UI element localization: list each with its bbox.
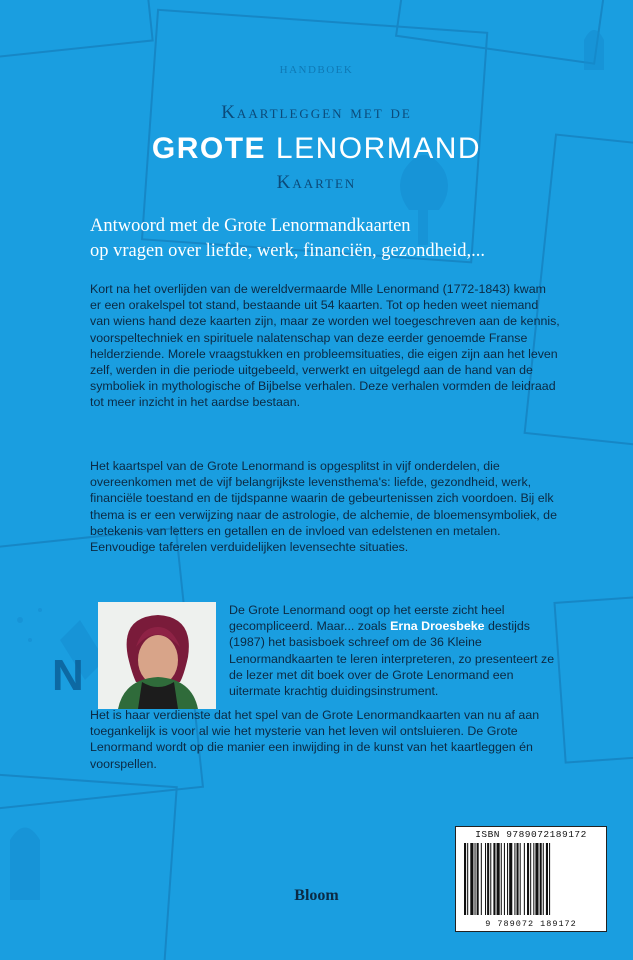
author-name: Erna Droesbeke: [390, 619, 485, 634]
author-portrait-image: [98, 602, 216, 709]
background-card-letter: N: [52, 651, 84, 700]
body-paragraph-3-continued: Het is haar verdienste dat het spel van de Grote Lenormandkaarten van nu af aan toegankelijk is voor al wie het mysterie van het leven wil ontsluieren. De Grote Lenormand wordt op die manier een inwijding in de kunst van het kaartleggen én voorspellen.: [90, 708, 540, 771]
barcode-digits: 9 789072 189172: [485, 919, 577, 929]
author-photo: [98, 602, 216, 709]
body-paragraph-3: [229, 602, 564, 699]
title-bottom-line: Kaarten: [276, 172, 357, 193]
publisher-logo: Bloom: [294, 887, 339, 904]
book-title: [0, 132, 633, 166]
body-paragraph-2: Het kaartspel van de Grote Lenormand is opgesplitst in vijf onderdelen, die overeenkomen met de vijf belangrijkste levensthema's: liefde, gezondheid, werk, financiële toestand en de tijdspanne waarin de gebeurtenissen zich voordoen. Bij elk thema is er een verwijzing naar de astrologie, de alchemie, de bloemensymboliek, de betekenis van letters en getallen en de invloed van edelstenen en metalen. Eenvoudige taferelen verduidelijken levensechte situaties.: [90, 459, 557, 555]
title-top-line: Kaartleggen met de: [221, 102, 412, 123]
lead-line-1: Antwoord met de Grote Lenormandkaarten: [90, 216, 411, 236]
paragraph-3-text-after: destijds (1987) het basisboek schreef om de 36 Kleine Lenormandkaarten te leren interpreteren, zo presenteert ze de lezer met dit boek over de Grote Lenormand een uitermate krachtig duidingsinstrument.: [229, 619, 555, 699]
title-light-word: LENORMAND: [275, 132, 482, 165]
title-bold-word: GROTE: [151, 132, 267, 165]
barcode-bars: [464, 843, 598, 915]
series-label: HANDBOEK: [279, 64, 354, 76]
lead-line-2: op vragen over liefde, werk, financiën, gezondheid,...: [90, 241, 486, 261]
paragraph-3-text-before: De Grote Lenormand oogt op het eerste zicht heel gecompliceerd. Maar... zoals: [229, 603, 505, 634]
body-paragraph-1: Kort na het overlijden van de wereldvermaarde Mlle Lenormand (1772-1843) kwam er een orakelspel tot stand, bestaande uit 54 kaarten. Tot op heden weet niemand van wiens hand deze kaarten zijn, maar ze worden wel toegeschreven aan de kennis, voorspeltechniek en spirituele nalatenschap van deze eerder genoemde Franse helderziende. Morele vraagstukken en probleemsituaties, die eigen zijn aan het leven zelf, werden in die periode uitgebeeld, verwerkt en uitgelegd aan de hand van de symboliek in mythologische of Bijbelse verhalen. Deze verhalen vormden de leidraad tot meer inzicht in het aardse bestaan.: [90, 282, 560, 410]
isbn-barcode: [455, 826, 607, 932]
lead-text: [90, 214, 570, 264]
isbn-label: ISBN 9789072189172: [475, 829, 587, 840]
